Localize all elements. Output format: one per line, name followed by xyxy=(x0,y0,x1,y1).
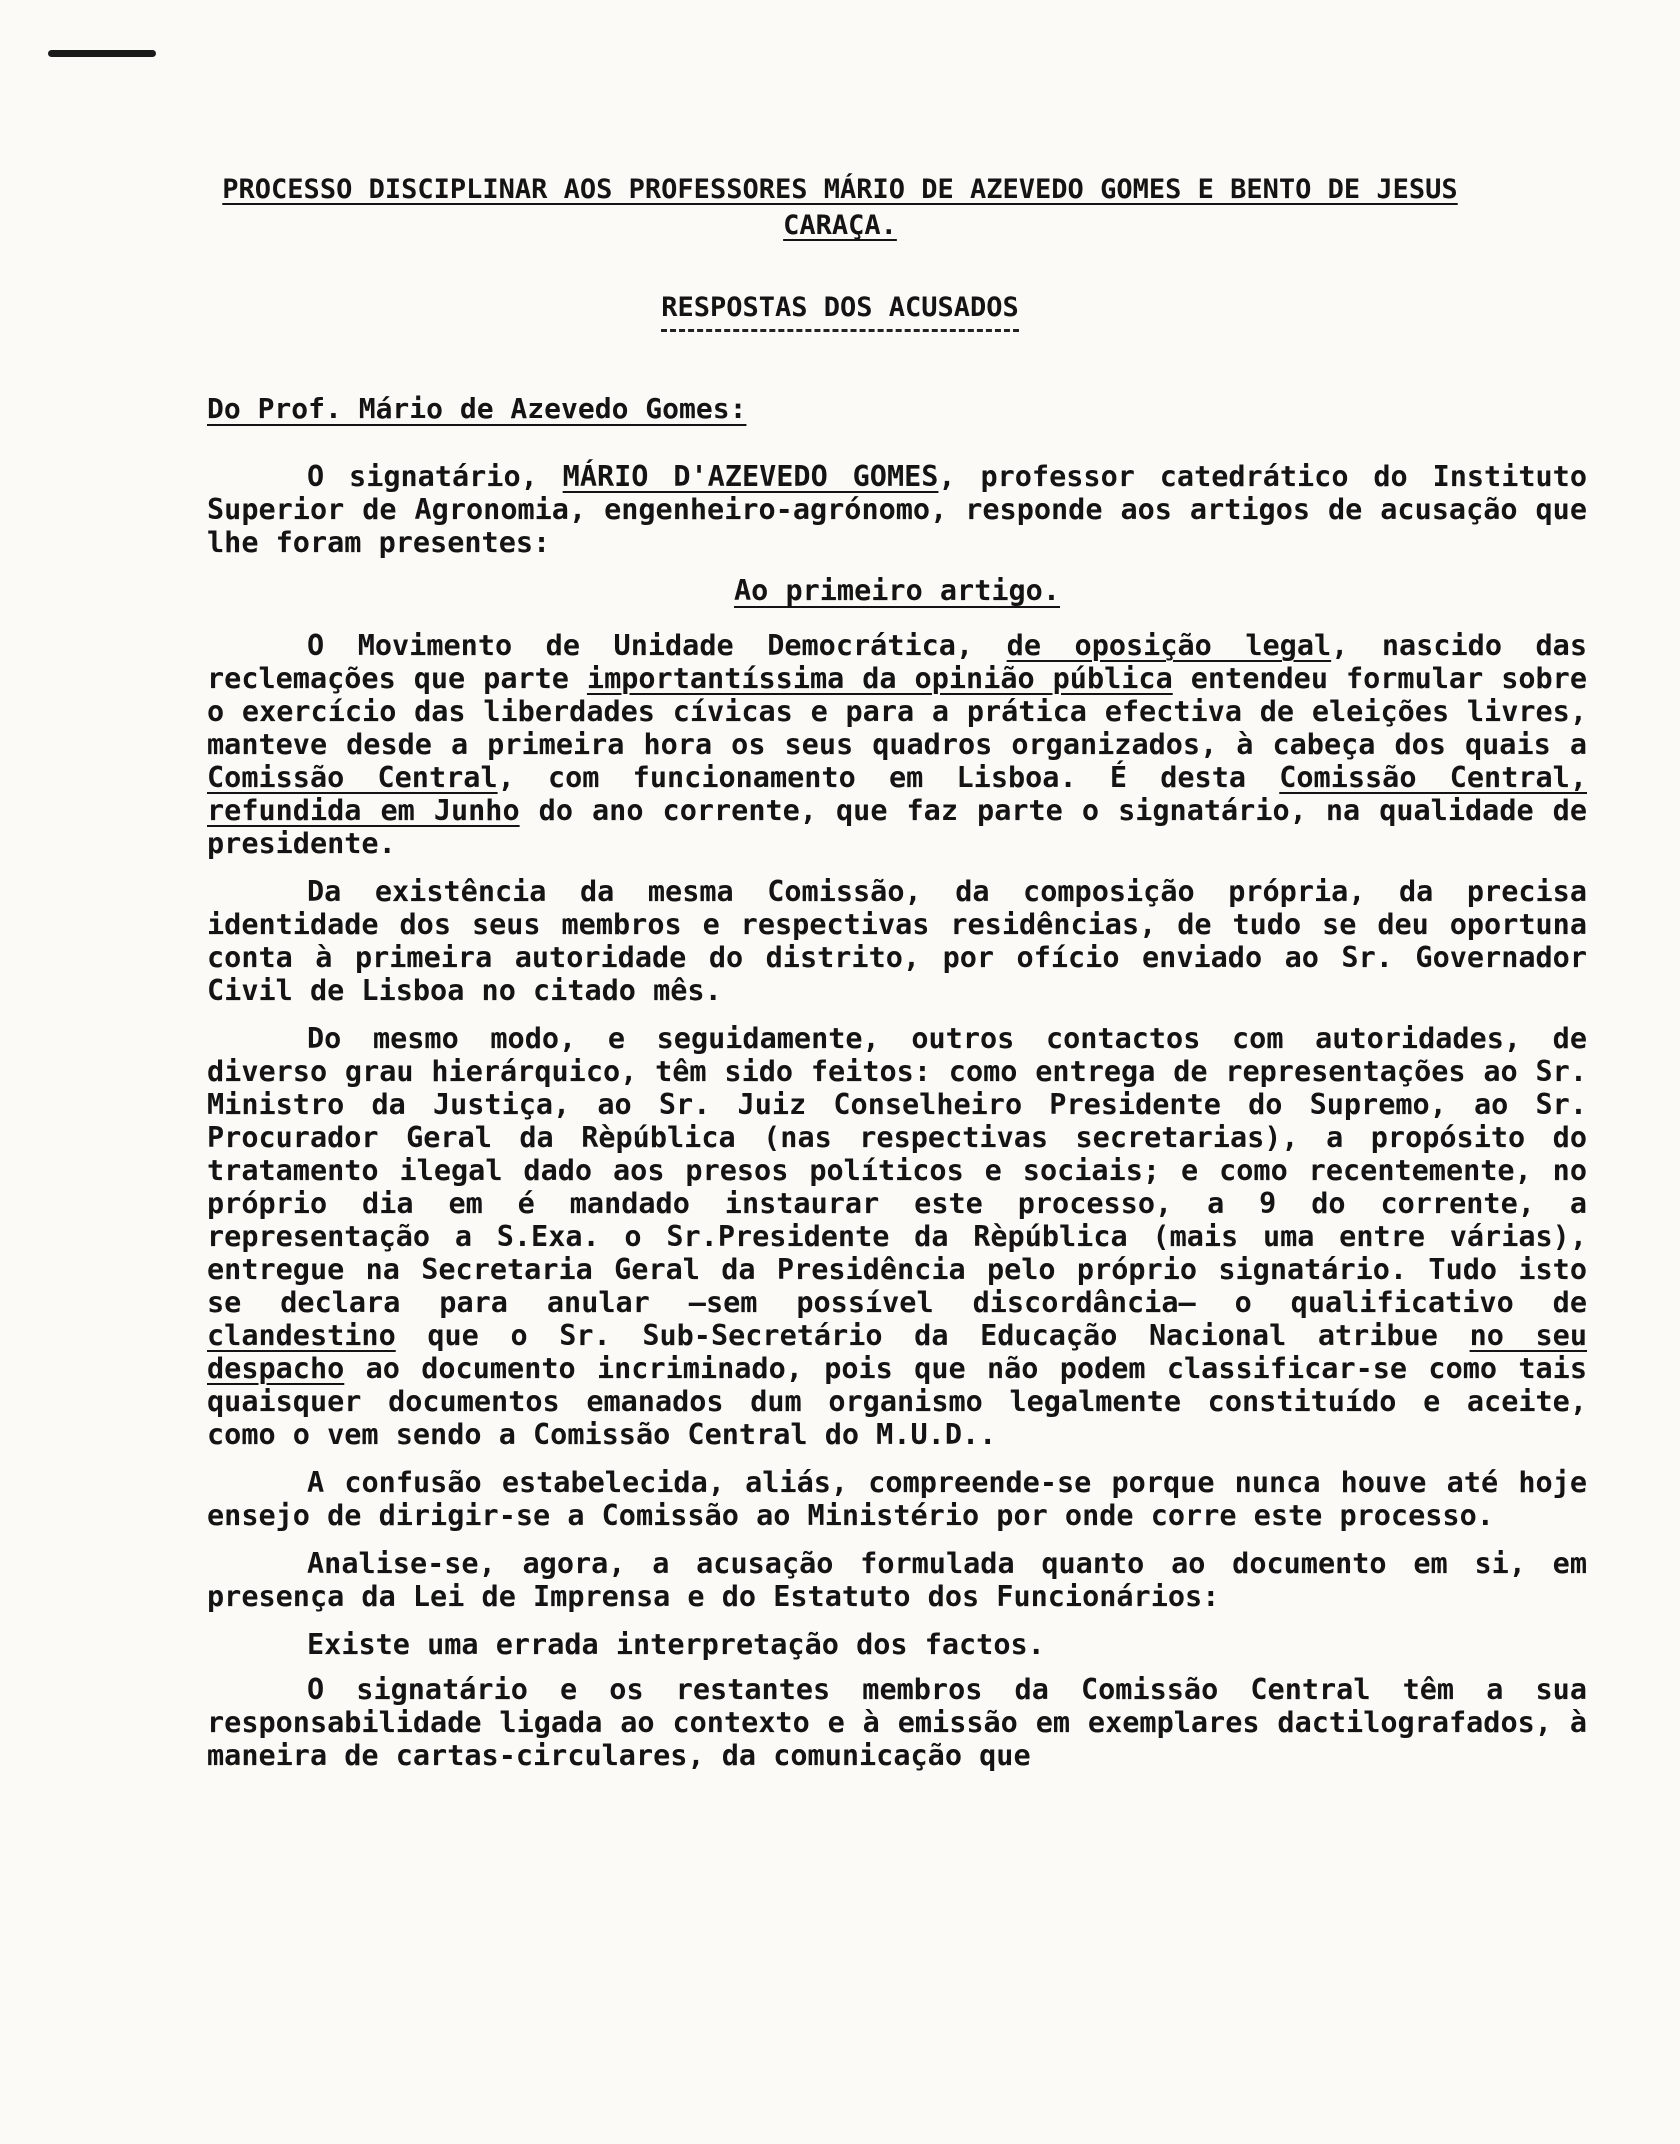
paragraph-4: A confusão estabelecida, aliás, compreende-se porque nunca houve até hoje ensejo de dirigir-se a Comissão ao Ministério por onde corre este processo. xyxy=(207,1466,1587,1532)
p3-underline-d: no seu despacho xyxy=(207,1319,1588,1385)
subtitle-text: RESPOSTAS DOS ACUSADOS xyxy=(661,292,1019,332)
paragraph-7: O signatário e os restantes membros da Comissão Central têm a sua responsabilidade ligada ao contexto e à emissão em exemplares dactilografados, à maneira de cartas-circulares, da comunicação que xyxy=(207,1673,1587,1772)
intro-text: O signatário, xyxy=(307,460,563,493)
section-heading: Do Prof. Mário de Azevedo Gomes: xyxy=(207,392,747,425)
p3-underline-b: clandestino xyxy=(207,1319,396,1352)
article-heading xyxy=(207,574,1587,607)
p1-text-g: , com funcionamento em Lisboa. É desta xyxy=(497,761,1280,794)
ink-blot xyxy=(48,50,156,57)
paragraph-5: Analise-se, agora, a acusação formulada quanto ao documento em si, em presença da Lei de Imprensa e do Estatuto dos Funcionários: xyxy=(207,1547,1587,1613)
p3-text-e: ao documento incriminado, pois que não podem classificar-se como tais quaisquer documentos emanados dum organismo legalmente constituído e aceite, como o vem sendo a Comissão Central do M.U.D.. xyxy=(207,1352,1587,1451)
document-body xyxy=(207,460,1587,1787)
p1-underline-b: de oposição legal xyxy=(1006,629,1332,662)
p1-underline-d: importantíssima da opinião pública xyxy=(586,662,1173,695)
p1-underline-h: Comissão Central, refundida em Junho xyxy=(207,761,1587,827)
document-subtitle xyxy=(200,292,1480,332)
document-title: PROCESSO DISCIPLINAR AOS PROFESSORES MÁRIO DE AZEVEDO GOMES E BENTO DE JESUS CARAÇA. xyxy=(222,174,1458,241)
p1-text-i: do ano corrente, que faz parte o signatário, na qualidade de presidente. xyxy=(207,794,1587,860)
p1-text-e: entendeu formular sobre o exercício das liberdades cívicas e para a prática efectiva de eleições livres, manteve desde a primeira hora os seus quadros organizados, à cabeça dos quais a xyxy=(207,662,1587,761)
paragraph-2: Da existência da mesma Comissão, da composição própria, da precisa identidade dos seus membros e respectivas residências, de tudo se deu oportuna conta à primeira autoridade do distrito, por ofício enviado ao Sr. Governador Civil de Lisboa no citado mês. xyxy=(207,875,1587,1007)
p1-underline-f: Comissão Central xyxy=(207,761,498,794)
p1-text-a: O Movimento de Unidade Democrática, xyxy=(307,629,1007,662)
accused-name: MÁRIO D'AZEVEDO GOMES xyxy=(562,460,939,493)
paragraph-3 xyxy=(207,1022,1587,1451)
paragraph-1 xyxy=(207,629,1587,860)
p3-text-c: que o Sr. Sub-Secretário da Educação Nacional atribue xyxy=(395,1319,1470,1352)
paragraph-6: Existe uma errada interpretação dos factos. xyxy=(307,1628,1045,1661)
p3-text-a: Do mesmo modo, e seguidamente, outros contactos com autoridades, de diverso grau hierárquico, têm sido feitos: como entrega de representações ao Sr. Ministro da Justiça, ao Sr. Juiz Conselheiro Presidente do Supremo, ao Sr. Procurador Geral da Rèpública (nas respectivas secretarias), a propósito do tratamento ilegal dado aos presos políticos e sociais; e como recentemente, no próprio dia em é mandado instaurar este processo, a 9 do corrente, a representação a S.Exa. o Sr.Presidente da Rèpública (mais uma entre várias), entregue na Secretaria Geral da Presidência pelo próprio signatário. Tudo isto se declara para anular —sem possível discordância— o qualificativo de xyxy=(207,1022,1587,1319)
intro-paragraph xyxy=(207,460,1587,559)
p1-text-c: , nascido das reclemações que parte xyxy=(207,629,1587,695)
article-heading-text: Ao primeiro artigo. xyxy=(733,574,1060,607)
intro-text-rest: , professor catedrático do Instituto Superior de Agronomia, engenheiro-agrónomo, responde aos artigos de acusação que lhe foram presentes: xyxy=(207,460,1587,559)
